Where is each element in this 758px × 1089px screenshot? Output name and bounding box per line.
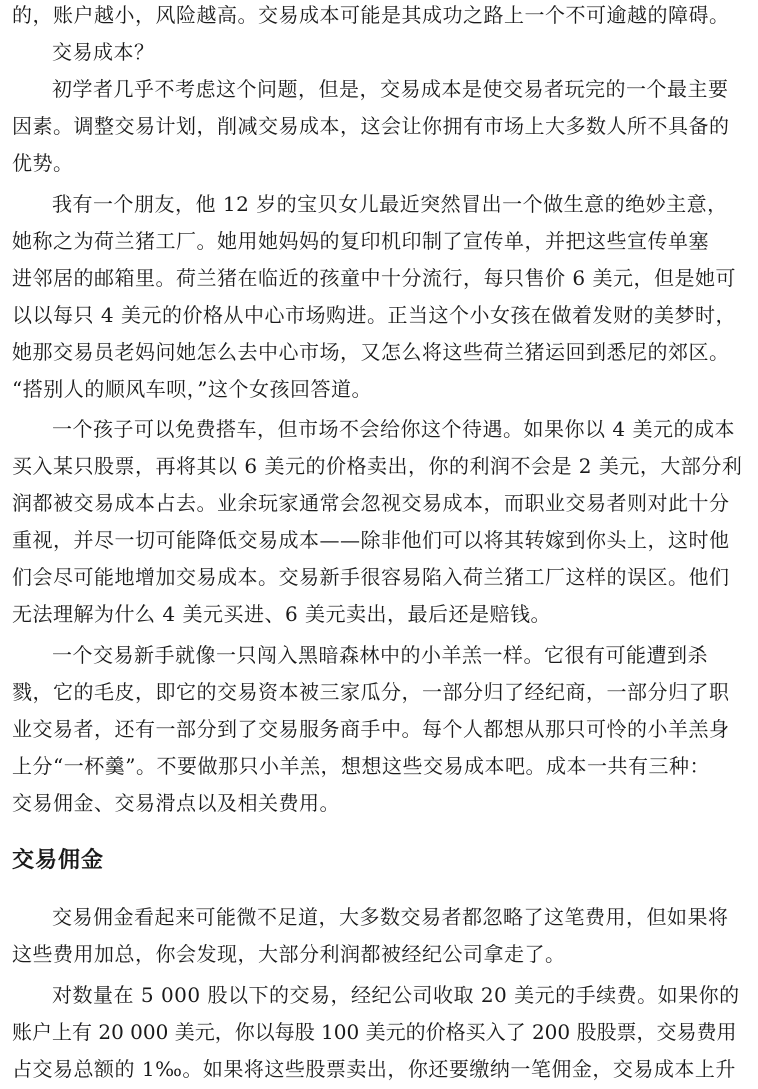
text-line: 们会尽可能地增加交易成本。交易新手很容易陷入荷兰猪工厂这样的误区。他们 bbox=[12, 565, 730, 589]
text-line: 重视，并尽一切可能降低交易成本——除非他们可以将其转嫁到你头上，这时他 bbox=[12, 528, 730, 552]
text-line: 对数量在 5 000 股以下的交易，经纪公司收取 20 美元的手续费。如果你的 bbox=[52, 983, 740, 1007]
text-line: 以以每只 4 美元的价格从中心市场购进。正当这个小女孩在做着发财的美梦时， bbox=[12, 303, 736, 327]
text-line: 因素。调整交易计划，削减交易成本，这会让你拥有市场上大多数人所不具备的 bbox=[12, 114, 730, 138]
section-heading: 交易佣金 bbox=[12, 848, 105, 873]
text-line: 初学者几乎不考虑这个问题，但是，交易成本是使交易者玩完的一个最主要 bbox=[52, 77, 729, 101]
text-line: 交易成本？ bbox=[52, 40, 155, 64]
text-line: 无法理解为什么 4 美元买进、6 美元卖出，最后还是赔钱。 bbox=[12, 602, 552, 626]
text-line: 进邻居的邮箱里。荷兰猪在临近的孩童中十分流行，每只售价 6 美元，但是她可 bbox=[12, 266, 736, 290]
text-line: 上分“一杯羹”。不要做那只小羊羔，想想这些交易成本吧。成本一共有三种： bbox=[12, 754, 710, 778]
text-line: 占交易总额的 1‰。如果将这些股票卖出，你还要缴纳一笔佣金，交易成本上升 bbox=[12, 1057, 736, 1081]
text-line: 一个孩子可以免费搭车，但市场不会给你这个待遇。如果你以 4 美元的成本 bbox=[52, 417, 735, 441]
text-line: 润都被交易成本占去。业余玩家通常会忽视交易成本，而职业交易者则对此十分 bbox=[12, 491, 730, 515]
text-line: 一个交易新手就像一只闯入黑暗森林中的小羊羔一样。它很有可能遭到杀 bbox=[52, 643, 708, 667]
text-line: 她称之为荷兰猪工厂。她用她妈妈的复印机印制了宣传单，并把这些宣传单塞 bbox=[12, 229, 709, 253]
text-line: 的，账户越小，风险越高。交易成本可能是其成功之路上一个不可逾越的障碍。 bbox=[12, 3, 730, 27]
text-line: 我有一个朋友，他 12 岁的宝贝女儿最近突然冒出一个做生意的绝妙主意， bbox=[52, 192, 728, 216]
text-line: 优势。 bbox=[12, 151, 74, 175]
text-line: 买入某只股票，再将其以 6 美元的价格卖出，你的利润不会是 2 美元，大部分利 bbox=[12, 454, 743, 478]
text-line: 戮，它的毛皮，即它的交易资本被三家瓜分，一部分归了经纪商，一部分归了职 bbox=[12, 680, 730, 704]
text-line: 交易佣金看起来可能微不足道，大多数交易者都忽略了这笔费用，但如果将 bbox=[52, 905, 729, 929]
text-line: 业交易者，还有一部分到了交易服务商手中。每个人都想从那只可怜的小羊羔身 bbox=[12, 717, 730, 741]
text-line: “搭别人的顺风车呗，”这个女孩回答道。 bbox=[12, 377, 372, 401]
text-line: 交易佣金、交易滑点以及相关费用。 bbox=[12, 791, 340, 815]
text-line: 这些费用加总，你会发现，大部分利润都被经纪公司拿走了。 bbox=[12, 942, 566, 966]
text-line: 她那交易员老妈问她怎么去中心市场，又怎么将这些荷兰猪运回到悉尼的郊区。 bbox=[12, 340, 730, 364]
text-line: 账户上有 20 000 美元，你以每股 100 美元的价格买入了 200 股股票，交易费用 bbox=[12, 1020, 737, 1044]
